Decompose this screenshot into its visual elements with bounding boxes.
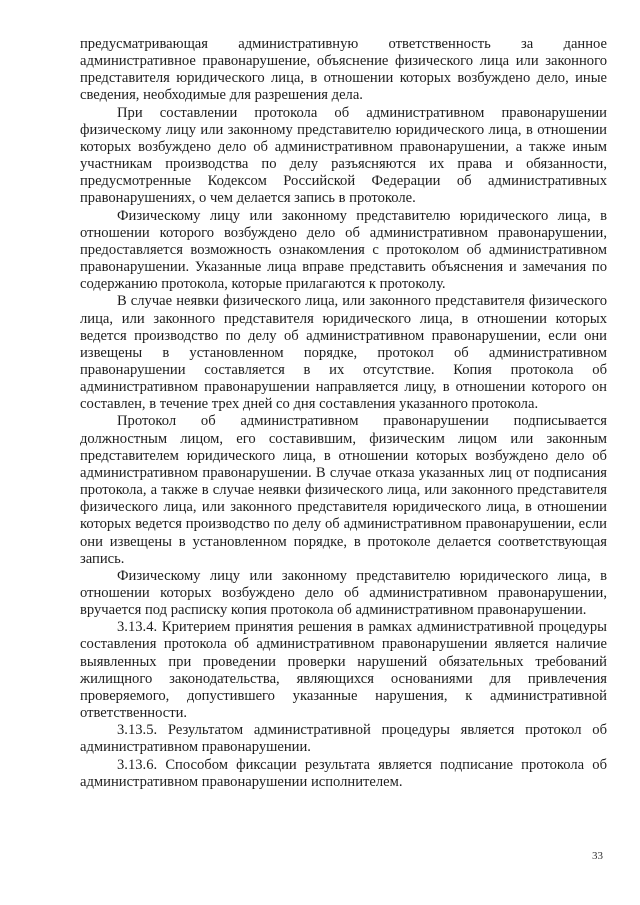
document-body bbox=[80, 36, 607, 791]
paragraph-protocol-signing: Протокол об административном правонарушении подписывается должностным лицом, его составившим, физическим лицом или законным представителем юридического лица, в отношении которых возбуждено дело об административном правонарушении. В случае отказа указанных лиц от подписания протокола, а также в случае неявки физического лица, или законного представителя физического лица, или законного представителя юридического лица, в отношении которых ведется производство по делу об административном правонарушении, если они извещены в установленном порядке, в протоколе делается соответствующая запись. bbox=[80, 413, 607, 567]
paragraph-continuation: предусматривающая административную ответственность за данное административное правонарушение, объяснение физического лица или законного представителя юридического лица, в отношении которых возбуждено дело, иные сведения, необходимые для разрешения дела. bbox=[80, 36, 607, 104]
page-number: 33 bbox=[592, 850, 603, 862]
paragraph-absence-case: В случае неявки физического лица, или законного представителя физического лица, или законного представителя юридического лица, в отношении которых ведется производство по делу об административном правонарушении, если они извещены в установленном порядке, протокол об административном правонарушении составляется в их отсутствие. Копия протокола об административном правонарушении направляется лицу, в отношении которого он составлен, в течение трех дней со дня составления указанного протокола. bbox=[80, 293, 607, 413]
paragraph-rights-explanation: При составлении протокола об административном правонарушении физическому лицу или законному представителю юридического лица, в отношении которых возбуждено дело об административном правонарушении, а также иным участникам производства по делу разъясняются их права и обязанности, предусмотренные Кодексом Российской Федерации об административных правонарушениях, о чем делается запись в протоколе. bbox=[80, 104, 607, 207]
paragraph-copy-handover: Физическому лицу или законному представителю юридического лица, в отношении которых возбуждено дело об административном правонарушении, вручается под расписку копия протокола об административном правонарушении. bbox=[80, 567, 607, 619]
paragraph-protocol-familiarization: Физическому лицу или законному представителю юридического лица, в отношении которого возбуждено дело об административном правонарушении, предоставляется возможность ознакомления с протоколом об административном правонарушении. Указанные лица вправе представить объяснения и замечания по содержанию протокола, которые прилагаются к протоколу. bbox=[80, 207, 607, 293]
paragraph-3-13-6: 3.13.6. Способом фиксации результата является подписание протокола об административном правонарушении исполнителем. bbox=[80, 756, 607, 790]
paragraph-3-13-5: 3.13.5. Результатом административной процедуры является протокол об административном правонарушении. bbox=[80, 722, 607, 756]
paragraph-3-13-4: 3.13.4. Критерием принятия решения в рамках административной процедуры составления протокола об административном правонарушении является наличие выявленных при проведении проверки нарушений обязательных требований жилищного законодательства, являющихся основаниями для привлечения проверяемого, допустившего указанные нарушения, к административной ответственности. bbox=[80, 619, 607, 722]
